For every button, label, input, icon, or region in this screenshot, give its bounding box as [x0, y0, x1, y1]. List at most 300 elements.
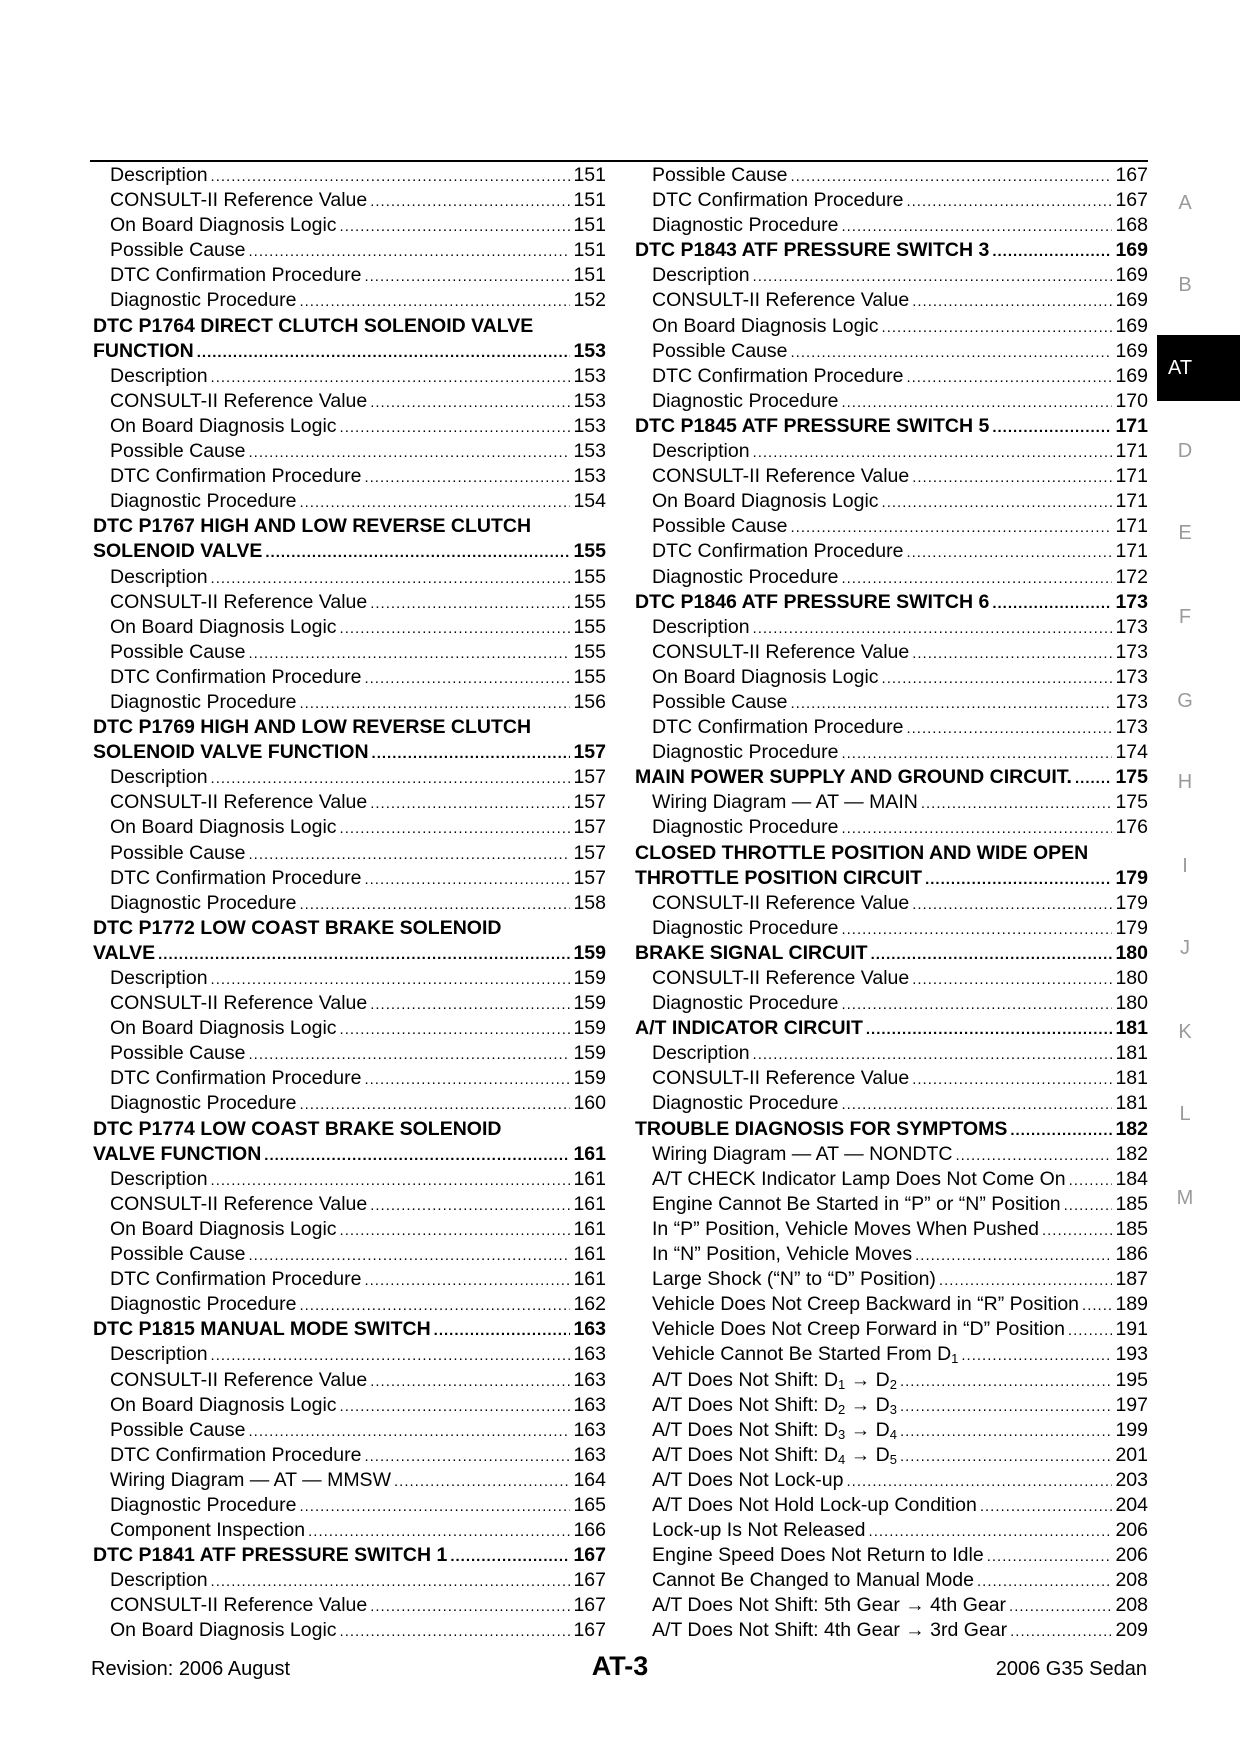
- toc-page-number: 155: [573, 590, 606, 613]
- dot-leader: [372, 741, 571, 766]
- dot-leader: [1009, 1594, 1112, 1619]
- toc-heading[interactable]: [635, 765, 1148, 790]
- toc-heading[interactable]: [93, 339, 606, 364]
- toc-entry[interactable]: [93, 414, 606, 439]
- toc-entry[interactable]: [93, 590, 606, 615]
- toc-page-number: 181: [1115, 1067, 1148, 1090]
- toc-entry-label: SOLENOID VALVE: [93, 540, 263, 563]
- toc-entry-label: Wiring Diagram — AT — MMSW: [110, 1468, 391, 1491]
- toc-entry[interactable]: [93, 966, 606, 991]
- section-tab-h[interactable]: H: [1177, 771, 1193, 793]
- section-tab-m[interactable]: M: [1176, 1187, 1194, 1209]
- revision-label: Revision: 2006 August: [91, 1658, 291, 1680]
- toc-page-number: 159: [573, 1017, 606, 1040]
- toc-entry[interactable]: [635, 966, 1148, 991]
- toc-entry-label: Description: [110, 1343, 208, 1366]
- toc-entry[interactable]: [635, 715, 1148, 740]
- toc-entry[interactable]: [93, 565, 606, 590]
- toc-heading[interactable]: [635, 238, 1148, 263]
- section-tab-e[interactable]: E: [1178, 522, 1192, 544]
- toc-entry[interactable]: [93, 615, 606, 640]
- toc-page-number: 209: [1115, 1619, 1148, 1642]
- toc-page-number: 171: [1115, 515, 1148, 538]
- dot-leader: [900, 1394, 1113, 1419]
- toc-page-number: 173: [1115, 665, 1148, 688]
- dot-leader: [299, 1092, 570, 1117]
- toc-entry-label: FUNCTION: [93, 339, 194, 362]
- toc-entry[interactable]: [635, 188, 1148, 213]
- dot-leader: [841, 917, 1112, 942]
- toc-entry-label: Description: [110, 967, 208, 989]
- toc-entry[interactable]: [635, 891, 1148, 916]
- toc-entry[interactable]: [93, 1217, 606, 1242]
- toc-entry[interactable]: [93, 163, 606, 188]
- toc-entry-label: On Board Diagnosis Logic: [110, 1217, 337, 1240]
- dot-leader: [249, 440, 571, 465]
- header-rule: [90, 160, 1148, 162]
- dot-leader: [791, 164, 1113, 189]
- toc-entry-label: On Board Diagnosis Logic: [110, 615, 337, 638]
- toc-entry[interactable]: [93, 188, 606, 213]
- toc-entry[interactable]: [635, 1618, 1148, 1643]
- dot-leader: [987, 1544, 1113, 1569]
- toc-entry[interactable]: [93, 841, 606, 866]
- toc-heading[interactable]: [93, 1317, 606, 1342]
- dot-leader: [434, 1318, 571, 1343]
- toc-entry-label: Possible Cause: [110, 239, 246, 262]
- dot-leader: [915, 1243, 1112, 1268]
- toc-page-number: 170: [1115, 389, 1148, 412]
- toc-entry[interactable]: [635, 1393, 1148, 1418]
- dot-leader: [869, 1519, 1113, 1544]
- toc-heading[interactable]: [635, 841, 1148, 866]
- toc-entry[interactable]: [635, 665, 1148, 690]
- dot-leader: [841, 390, 1112, 415]
- toc-entry-label: DTC Confirmation Procedure: [110, 264, 362, 287]
- section-tab-i[interactable]: I: [1182, 855, 1188, 877]
- toc-entry-label: DTC P1767 HIGH AND LOW REVERSE CLUTCH: [93, 515, 532, 538]
- toc-entry[interactable]: [93, 1468, 606, 1493]
- toc-page-number: 195: [1115, 1368, 1148, 1391]
- dot-leader: [791, 691, 1113, 716]
- toc-entry-label: Description: [110, 565, 208, 588]
- dot-leader: [249, 1419, 571, 1444]
- dot-leader: [211, 766, 571, 791]
- toc-page-number: 161: [573, 1243, 606, 1266]
- toc-entry[interactable]: [635, 1518, 1148, 1543]
- toc-page-number: 164: [573, 1468, 606, 1491]
- toc-entry[interactable]: [93, 991, 606, 1016]
- toc-entry-label: CONSULT-II Reference Value: [110, 389, 368, 412]
- toc-entry[interactable]: [93, 288, 606, 313]
- toc-entry-label: Description: [110, 164, 208, 186]
- toc-entry[interactable]: [635, 213, 1148, 238]
- section-tab-d[interactable]: D: [1177, 440, 1193, 462]
- section-tab-active[interactable]: AT: [1157, 335, 1240, 401]
- toc-page-number: 181: [1115, 1092, 1148, 1115]
- toc-page-number: 171: [1115, 414, 1148, 437]
- toc-entry[interactable]: [635, 916, 1148, 941]
- toc-entry[interactable]: [93, 1418, 606, 1443]
- dot-leader: [299, 1494, 570, 1519]
- toc-entry[interactable]: [93, 1568, 606, 1593]
- toc-entry[interactable]: [635, 1292, 1148, 1317]
- toc-entry-label: Possible Cause: [652, 515, 788, 538]
- toc-entry[interactable]: [635, 1418, 1148, 1443]
- toc-entry[interactable]: [93, 1342, 606, 1367]
- toc-page-number: 163: [573, 1393, 606, 1416]
- toc-page-number: 153: [573, 440, 606, 463]
- toc-entry-label: VALVE FUNCTION: [93, 1142, 262, 1165]
- toc-entry-label: Wiring Diagram — AT — NONDTC: [652, 1142, 953, 1165]
- toc-page-number: 157: [573, 741, 606, 764]
- toc-entry[interactable]: [635, 565, 1148, 590]
- dot-leader: [450, 1544, 570, 1569]
- toc-entry[interactable]: [93, 364, 606, 389]
- toc-entry[interactable]: [635, 389, 1148, 414]
- toc-heading[interactable]: [635, 1117, 1148, 1142]
- toc-page-number: 162: [573, 1293, 606, 1316]
- toc-page-number: 155: [573, 640, 606, 663]
- dot-leader: [906, 189, 1112, 214]
- dot-leader: [753, 1042, 1113, 1067]
- toc-entry-label: Large Shock (“N” to “D” Position): [652, 1268, 936, 1291]
- toc-page-number: 180: [1115, 967, 1148, 989]
- toc-entry[interactable]: [635, 263, 1148, 288]
- toc-entry[interactable]: [93, 690, 606, 715]
- toc-entry[interactable]: [635, 740, 1148, 765]
- toc-entry[interactable]: [635, 1242, 1148, 1267]
- toc-entry[interactable]: [93, 665, 606, 690]
- section-tab-l[interactable]: L: [1179, 1103, 1191, 1125]
- section-tab-j[interactable]: J: [1180, 937, 1190, 959]
- toc-entry[interactable]: [93, 790, 606, 815]
- dot-leader: [925, 867, 1112, 892]
- toc-entry-label: Possible Cause: [110, 841, 246, 864]
- toc-entry[interactable]: [93, 1016, 606, 1041]
- toc-heading[interactable]: [93, 514, 606, 539]
- toc-page-number: 169: [1115, 239, 1148, 262]
- toc-entry-label: Description: [110, 1569, 208, 1592]
- toc-page-number: 179: [1115, 916, 1148, 939]
- toc-entry[interactable]: [93, 263, 606, 288]
- toc-entry-label: Diagnostic Procedure: [652, 565, 839, 588]
- dot-leader: [370, 1594, 570, 1619]
- toc-entry[interactable]: [93, 1593, 606, 1618]
- dot-leader: [791, 340, 1113, 365]
- toc-page-number: 171: [1115, 490, 1148, 513]
- toc-page-number: 152: [573, 289, 606, 312]
- dot-leader: [900, 1419, 1113, 1444]
- toc-page-number: 169: [1115, 364, 1148, 387]
- toc-page-number: 157: [573, 766, 606, 789]
- toc-page-number: 154: [573, 490, 606, 513]
- toc-heading[interactable]: [635, 414, 1148, 439]
- dot-leader: [340, 214, 571, 239]
- toc-entry[interactable]: [635, 514, 1148, 539]
- toc-page-number: 169: [1115, 339, 1148, 362]
- dot-leader: [1075, 766, 1112, 791]
- toc-heading[interactable]: [93, 916, 606, 941]
- toc-entry-label: Diagnostic Procedure: [652, 916, 839, 939]
- toc-entry[interactable]: [635, 314, 1148, 339]
- toc-entry-label: DTC Confirmation Procedure: [110, 866, 362, 889]
- model-label: 2006 G35 Sedan: [995, 1658, 1147, 1680]
- toc-entry[interactable]: [93, 1091, 606, 1116]
- toc-entry[interactable]: [93, 389, 606, 414]
- toc-entry-label: THROTTLE POSITION CIRCUIT: [635, 866, 923, 889]
- toc-entry[interactable]: [635, 539, 1148, 564]
- toc-page-number: 171: [1115, 540, 1148, 563]
- toc-entry[interactable]: [93, 439, 606, 464]
- toc-page-number: 167: [573, 1544, 606, 1567]
- toc-entry-label: On Board Diagnosis Logic: [110, 414, 337, 437]
- toc-page-number: 163: [573, 1343, 606, 1366]
- toc-entry-label: CLOSED THROTTLE POSITION AND WIDE OPEN: [635, 841, 1089, 864]
- toc-entry[interactable]: [635, 1493, 1148, 1518]
- toc-entry-label: In “P” Position, Vehicle Moves When Pushed: [652, 1217, 1039, 1240]
- toc-entry[interactable]: [93, 891, 606, 916]
- toc-entry[interactable]: [93, 1443, 606, 1468]
- toc-entry-label: MAIN POWER SUPPLY AND GROUND CIRCUIT.: [635, 766, 1072, 789]
- toc-page-number: 169: [1115, 289, 1148, 312]
- toc-entry-label: CONSULT-II Reference Value: [110, 791, 368, 814]
- section-tab-b[interactable]: B: [1178, 274, 1192, 296]
- toc-entry[interactable]: [93, 1167, 606, 1192]
- toc-entry[interactable]: [93, 213, 606, 238]
- toc-entry[interactable]: [635, 1317, 1148, 1342]
- dot-leader: [211, 1343, 571, 1368]
- toc-page-number: 185: [1115, 1192, 1148, 1215]
- toc-entry-label: A/T Does Not Hold Lock-up Condition: [652, 1493, 977, 1516]
- toc-entry[interactable]: [635, 163, 1148, 188]
- dot-leader: [846, 1469, 1112, 1494]
- toc-entry[interactable]: [635, 1568, 1148, 1593]
- dot-leader: [364, 867, 570, 892]
- dot-leader: [370, 791, 570, 816]
- dot-leader: [977, 1569, 1112, 1594]
- page-number: AT-3: [591, 1651, 649, 1681]
- toc-entry[interactable]: [93, 464, 606, 489]
- dot-leader: [753, 616, 1113, 641]
- toc-entry-label: Vehicle Does Not Creep Forward in “D” Position: [652, 1318, 1065, 1341]
- toc-entry[interactable]: [93, 1041, 606, 1066]
- dot-leader: [249, 1243, 571, 1268]
- toc-page-number: 160: [573, 1092, 606, 1115]
- dot-leader: [249, 641, 571, 666]
- dot-leader: [370, 189, 570, 214]
- toc-page-number: 159: [573, 992, 606, 1015]
- toc-heading[interactable]: [93, 1543, 606, 1568]
- toc-heading[interactable]: [93, 314, 606, 339]
- toc-entry[interactable]: [93, 238, 606, 263]
- toc-entry[interactable]: [93, 815, 606, 840]
- toc-page-number: 201: [1115, 1443, 1148, 1466]
- toc-entry[interactable]: [635, 1041, 1148, 1066]
- dot-leader: [370, 591, 570, 616]
- toc-entry[interactable]: [93, 1292, 606, 1317]
- toc-entry-label: A/T CHECK Indicator Lamp Does Not Come On: [652, 1167, 1066, 1190]
- dot-leader: [211, 566, 571, 591]
- toc-entry-label: CONSULT-II Reference Value: [652, 289, 910, 312]
- toc-page-number: 197: [1115, 1393, 1148, 1416]
- toc-entry[interactable]: [635, 288, 1148, 313]
- toc-page-number: 163: [573, 1318, 606, 1341]
- section-tab-k[interactable]: K: [1178, 1021, 1192, 1043]
- toc-entry[interactable]: [93, 1066, 606, 1091]
- section-tab-f[interactable]: F: [1178, 606, 1192, 628]
- toc-page-number: 167: [573, 1594, 606, 1617]
- toc-entry-label: Diagnostic Procedure: [652, 1092, 839, 1115]
- toc-entry-label: CONSULT-II Reference Value: [652, 891, 910, 914]
- toc-entry-label: Possible Cause: [652, 339, 788, 362]
- toc-entry[interactable]: [635, 1066, 1148, 1091]
- toc-page-number: 161: [573, 1217, 606, 1240]
- toc-page-number: 182: [1115, 1117, 1148, 1140]
- toc-entry-label: On Board Diagnosis Logic: [110, 1017, 337, 1040]
- toc-entry-label: Diagnostic Procedure: [652, 816, 839, 839]
- toc-page-number: 155: [573, 615, 606, 638]
- dot-leader: [394, 1469, 570, 1494]
- toc-heading[interactable]: [635, 866, 1148, 891]
- dot-leader: [211, 1168, 571, 1193]
- dot-leader: [370, 992, 570, 1017]
- toc-entry-label: CONSULT-II Reference Value: [110, 1368, 368, 1391]
- dot-leader: [882, 315, 1113, 340]
- dot-leader: [249, 239, 571, 264]
- toc-page-number: 155: [573, 665, 606, 688]
- toc-entry-label: Diagnostic Procedure: [110, 490, 297, 513]
- toc-entry[interactable]: [635, 1468, 1148, 1493]
- toc-entry[interactable]: [635, 1342, 1148, 1367]
- toc-entry-label: Vehicle Does Not Creep Backward in “R” Position: [652, 1293, 1080, 1316]
- toc-entry[interactable]: [635, 1443, 1148, 1468]
- toc-entry[interactable]: [635, 815, 1148, 840]
- toc-page-number: 180: [1115, 941, 1148, 964]
- dot-leader: [158, 942, 570, 967]
- toc-entry-label: Diagnostic Procedure: [652, 741, 839, 764]
- toc-entry[interactable]: [93, 1267, 606, 1292]
- toc-entry[interactable]: [635, 1593, 1148, 1618]
- toc-heading[interactable]: [93, 1142, 606, 1167]
- dot-leader: [955, 1143, 1112, 1168]
- toc-entry-label: A/T Does Not Shift: $D_4 \to D_5$: [652, 1443, 897, 1467]
- toc-entry[interactable]: [635, 1267, 1148, 1292]
- toc-entry[interactable]: [635, 1368, 1148, 1393]
- toc-entry-label: Description: [110, 1167, 208, 1190]
- toc-entry[interactable]: [93, 1192, 606, 1217]
- toc-page-number: 199: [1115, 1418, 1148, 1441]
- toc-entry-label: On Board Diagnosis Logic: [652, 490, 879, 513]
- toc-entry[interactable]: [635, 1142, 1148, 1167]
- toc-entry[interactable]: [635, 339, 1148, 364]
- toc-entry[interactable]: [93, 640, 606, 665]
- toc-entry[interactable]: [635, 1167, 1148, 1192]
- toc-entry[interactable]: [635, 1217, 1148, 1242]
- toc-heading[interactable]: [93, 740, 606, 765]
- dot-leader: [753, 264, 1113, 289]
- toc-entry[interactable]: [635, 464, 1148, 489]
- toc-entry[interactable]: [635, 1543, 1148, 1568]
- toc-entry-label: CONSULT-II Reference Value: [110, 590, 368, 613]
- toc-entry[interactable]: [93, 1242, 606, 1267]
- section-tab-g[interactable]: G: [1177, 690, 1193, 712]
- toc-entry[interactable]: [93, 1493, 606, 1518]
- dot-leader: [912, 1067, 1112, 1092]
- dot-leader: [1042, 1218, 1113, 1243]
- toc-page-number: 182: [1115, 1142, 1148, 1165]
- dot-leader: [992, 591, 1112, 616]
- dot-leader: [1010, 1619, 1112, 1644]
- toc-entry-label: DTC Confirmation Procedure: [110, 665, 362, 688]
- toc-entry-label: A/T Does Not Lock-up: [652, 1468, 844, 1491]
- toc-entry[interactable]: [93, 866, 606, 891]
- toc-heading[interactable]: [93, 539, 606, 564]
- toc-page-number: 167: [1115, 164, 1148, 186]
- toc-page-number: 169: [1115, 264, 1148, 287]
- toc-entry[interactable]: [635, 489, 1148, 514]
- toc-page-number: 189: [1115, 1293, 1148, 1316]
- dot-leader: [912, 641, 1112, 666]
- toc-entry-label: DTC Confirmation Procedure: [110, 1443, 362, 1466]
- toc-entry[interactable]: [93, 1393, 606, 1418]
- toc-heading[interactable]: [93, 715, 606, 740]
- dot-leader: [841, 816, 1112, 841]
- toc-page-number: 157: [573, 816, 606, 839]
- toc-entry-label: On Board Diagnosis Logic: [652, 665, 879, 688]
- toc-entry[interactable]: [635, 1091, 1148, 1116]
- toc-entry-label: DTC P1772 LOW COAST BRAKE SOLENOID: [93, 916, 502, 939]
- toc-entry-label: On Board Diagnosis Logic: [110, 214, 337, 237]
- toc-page-number: 163: [573, 1418, 606, 1441]
- toc-entry-label: CONSULT-II Reference Value: [110, 189, 368, 212]
- toc-page-number: 158: [573, 891, 606, 914]
- dot-leader: [197, 340, 571, 365]
- toc-entry[interactable]: [635, 364, 1148, 389]
- toc-entry-label: Description: [652, 264, 750, 287]
- toc-heading[interactable]: [635, 1016, 1148, 1041]
- dot-leader: [364, 264, 570, 289]
- toc-heading[interactable]: [635, 590, 1148, 615]
- toc-entry[interactable]: [635, 690, 1148, 715]
- toc-page-number: 203: [1115, 1468, 1148, 1491]
- section-tab-a[interactable]: A: [1178, 192, 1192, 214]
- toc-entry[interactable]: [635, 790, 1148, 815]
- toc-entry[interactable]: [635, 439, 1148, 464]
- toc-entry[interactable]: [93, 1368, 606, 1393]
- toc-entry[interactable]: [635, 991, 1148, 1016]
- toc-entry-label: Description: [652, 615, 750, 638]
- toc-entry[interactable]: [93, 1618, 606, 1643]
- dot-leader: [871, 942, 1113, 967]
- toc-entry[interactable]: [635, 615, 1148, 640]
- toc-entry-label: A/T INDICATOR CIRCUIT: [635, 1017, 863, 1040]
- toc-entry-label: Engine Cannot Be Started in “P” or “N” Position: [652, 1192, 1061, 1215]
- dot-leader: [906, 365, 1112, 390]
- toc-heading[interactable]: [93, 941, 606, 966]
- toc-page-number: 157: [573, 791, 606, 814]
- toc-entry[interactable]: [635, 1192, 1148, 1217]
- toc-entry-label: DTC P1846 ATF PRESSURE SWITCH 6: [635, 590, 990, 613]
- toc-entry[interactable]: [93, 1518, 606, 1543]
- toc-entry[interactable]: [93, 765, 606, 790]
- toc-entry[interactable]: [93, 489, 606, 514]
- toc-entry[interactable]: [635, 640, 1148, 665]
- toc-heading[interactable]: [93, 1117, 606, 1142]
- toc-page-number: 159: [573, 941, 606, 964]
- dot-leader: [364, 1268, 570, 1293]
- toc-heading[interactable]: [635, 941, 1148, 966]
